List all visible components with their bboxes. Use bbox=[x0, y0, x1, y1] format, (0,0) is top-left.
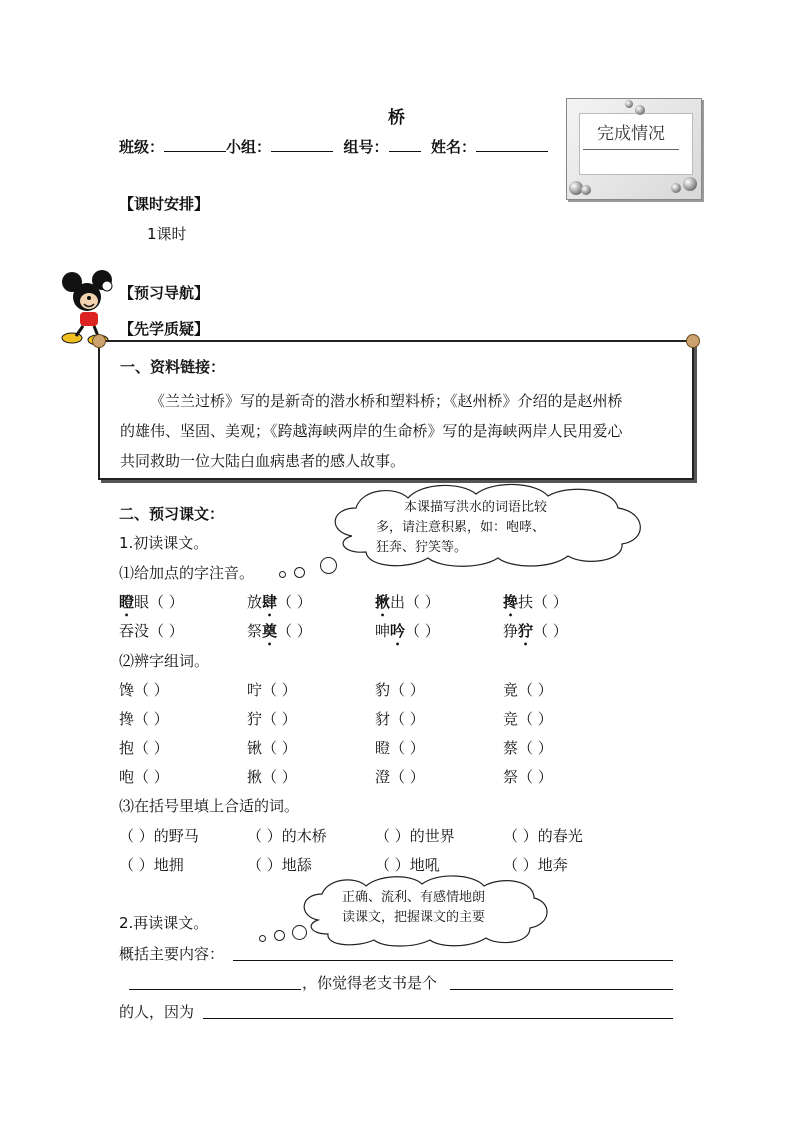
compare-item: 咛（ ） bbox=[247, 681, 297, 699]
compare-item: 狞（ ） bbox=[247, 710, 297, 728]
materials-box bbox=[98, 340, 694, 480]
reason-line[interactable] bbox=[203, 1018, 673, 1019]
hint-cloud-1 bbox=[322, 480, 650, 568]
pinyin-item: （ ） bbox=[277, 622, 312, 640]
pinyin-item: （ ） bbox=[149, 622, 184, 640]
schedule-value: 1课时 bbox=[147, 225, 187, 243]
fill-item: （ ）的世界 bbox=[375, 827, 455, 845]
group-blank[interactable] bbox=[271, 137, 333, 152]
plain-char: 放 bbox=[247, 593, 263, 611]
hint-cloud-2 bbox=[294, 872, 552, 948]
pinyin-item: （ ） bbox=[405, 622, 440, 640]
name-label: 姓名： bbox=[430, 138, 476, 156]
preview-nav-heading: 【预习导航】 bbox=[119, 284, 210, 302]
fill-item: （ ）的春光 bbox=[503, 827, 583, 845]
class-blank[interactable] bbox=[164, 137, 226, 152]
fill-item: （ ）地拥 bbox=[119, 856, 184, 874]
name-blank[interactable] bbox=[476, 137, 548, 152]
cloud1-line-3: 狂奔、狞笑等。 bbox=[376, 540, 468, 555]
dotted-char: 瞪 bbox=[119, 593, 135, 611]
dotted-char: 吟 bbox=[390, 622, 406, 640]
compare-item: 馋（ ） bbox=[119, 681, 169, 699]
cloud2-line-2: 读课文，把握课文的主要 bbox=[342, 910, 486, 925]
stamp-label: 完成情况 bbox=[597, 124, 665, 144]
group-no-label: 组号： bbox=[343, 138, 389, 156]
step-2: 2.再读课文。 bbox=[119, 914, 209, 932]
materials-heading: 一、资料链接： bbox=[120, 358, 226, 376]
compare-item: 揪（ ） bbox=[247, 768, 297, 786]
dotted-char: 揪 bbox=[375, 593, 391, 611]
compare-item: 豹（ ） bbox=[375, 681, 425, 699]
question-1: ⑴给加点的字注音。 bbox=[119, 564, 255, 582]
plain-char: 狰 bbox=[503, 622, 519, 640]
fill-item: （ ）地奔 bbox=[503, 856, 568, 874]
pinyin-item: 出（ ） bbox=[390, 593, 440, 611]
completion-stamp bbox=[566, 98, 702, 200]
think-label: ，你觉得老支书是个 bbox=[302, 974, 438, 992]
class-label: 班级： bbox=[119, 138, 165, 156]
compare-item: 豺（ ） bbox=[375, 710, 425, 728]
dotted-char: 搀 bbox=[503, 593, 519, 611]
header-fields bbox=[119, 136, 548, 157]
fill-item: （ ）的木桥 bbox=[247, 827, 327, 845]
compare-item: 竟（ ） bbox=[503, 681, 553, 699]
plain-char: 呻 bbox=[375, 622, 391, 640]
compare-item: 竞（ ） bbox=[503, 710, 553, 728]
summary-line-2[interactable] bbox=[129, 989, 301, 990]
page-title: 桥 bbox=[388, 108, 405, 128]
summary-label: 概括主要内容： bbox=[119, 945, 225, 963]
materials-line-3: 共同救助一位大陆白血病患者的感人故事。 bbox=[120, 452, 406, 470]
dotted-char: 狞 bbox=[518, 622, 534, 640]
group-no-blank[interactable] bbox=[389, 137, 421, 152]
materials-line-2: 的雄伟、坚固、美观；《跨越海峡两岸的生命桥》写的是海峡两岸人民用爱心 bbox=[120, 422, 623, 440]
summary-line-1[interactable] bbox=[233, 960, 673, 961]
compare-item: 瞪（ ） bbox=[375, 739, 425, 757]
cloud1-line-2: 多，请注意积累，如：咆哮、 bbox=[376, 520, 546, 535]
compare-item: 祭（ ） bbox=[503, 768, 553, 786]
cloud2-line-1: 正确、流利、有感情地朗 bbox=[342, 890, 486, 905]
pinyin-item: （ ） bbox=[277, 593, 312, 611]
pinyin-item: 眼（ ） bbox=[134, 593, 184, 611]
compare-item: 咆（ ） bbox=[119, 768, 169, 786]
preview-heading: 二、预习课文： bbox=[119, 505, 225, 523]
compare-item: 锹（ ） bbox=[247, 739, 297, 757]
group-label: 小组： bbox=[226, 138, 272, 156]
compare-item: 澄（ ） bbox=[375, 768, 425, 786]
compare-item: 抱（ ） bbox=[119, 739, 169, 757]
dotted-char: 肆 bbox=[262, 593, 278, 611]
materials-line-1: 《兰兰过桥》写的是新奇的潜水桥和塑料桥；《赵州桥》介绍的是赵州桥 bbox=[150, 392, 623, 410]
question-3: ⑶在括号里填上合适的词。 bbox=[119, 797, 300, 815]
plain-char: 祭 bbox=[247, 622, 263, 640]
mascot-illustration bbox=[58, 270, 124, 348]
question-2: ⑵辨字组词。 bbox=[119, 652, 210, 670]
first-learn-heading: 【先学质疑】 bbox=[119, 320, 210, 338]
person-label: 的人，因为 bbox=[119, 1003, 195, 1021]
pinyin-item: 扶（ ） bbox=[518, 593, 568, 611]
fill-item: （ ）地吼 bbox=[375, 856, 440, 874]
cloud1-line-1: 本课描写洪水的词语比较 bbox=[404, 500, 548, 515]
fill-item: （ ）地舔 bbox=[247, 856, 312, 874]
step-1: 1.初读课文。 bbox=[119, 534, 209, 552]
plain-char: 吞没 bbox=[119, 622, 150, 640]
fill-item: （ ）的野马 bbox=[119, 827, 199, 845]
dotted-char: 奠 bbox=[262, 622, 278, 640]
pinyin-item: （ ） bbox=[533, 622, 568, 640]
trait-line[interactable] bbox=[450, 989, 673, 990]
compare-item: 搀（ ） bbox=[119, 710, 169, 728]
schedule-heading: 【课时安排】 bbox=[119, 195, 210, 213]
compare-item: 蔡（ ） bbox=[503, 739, 553, 757]
